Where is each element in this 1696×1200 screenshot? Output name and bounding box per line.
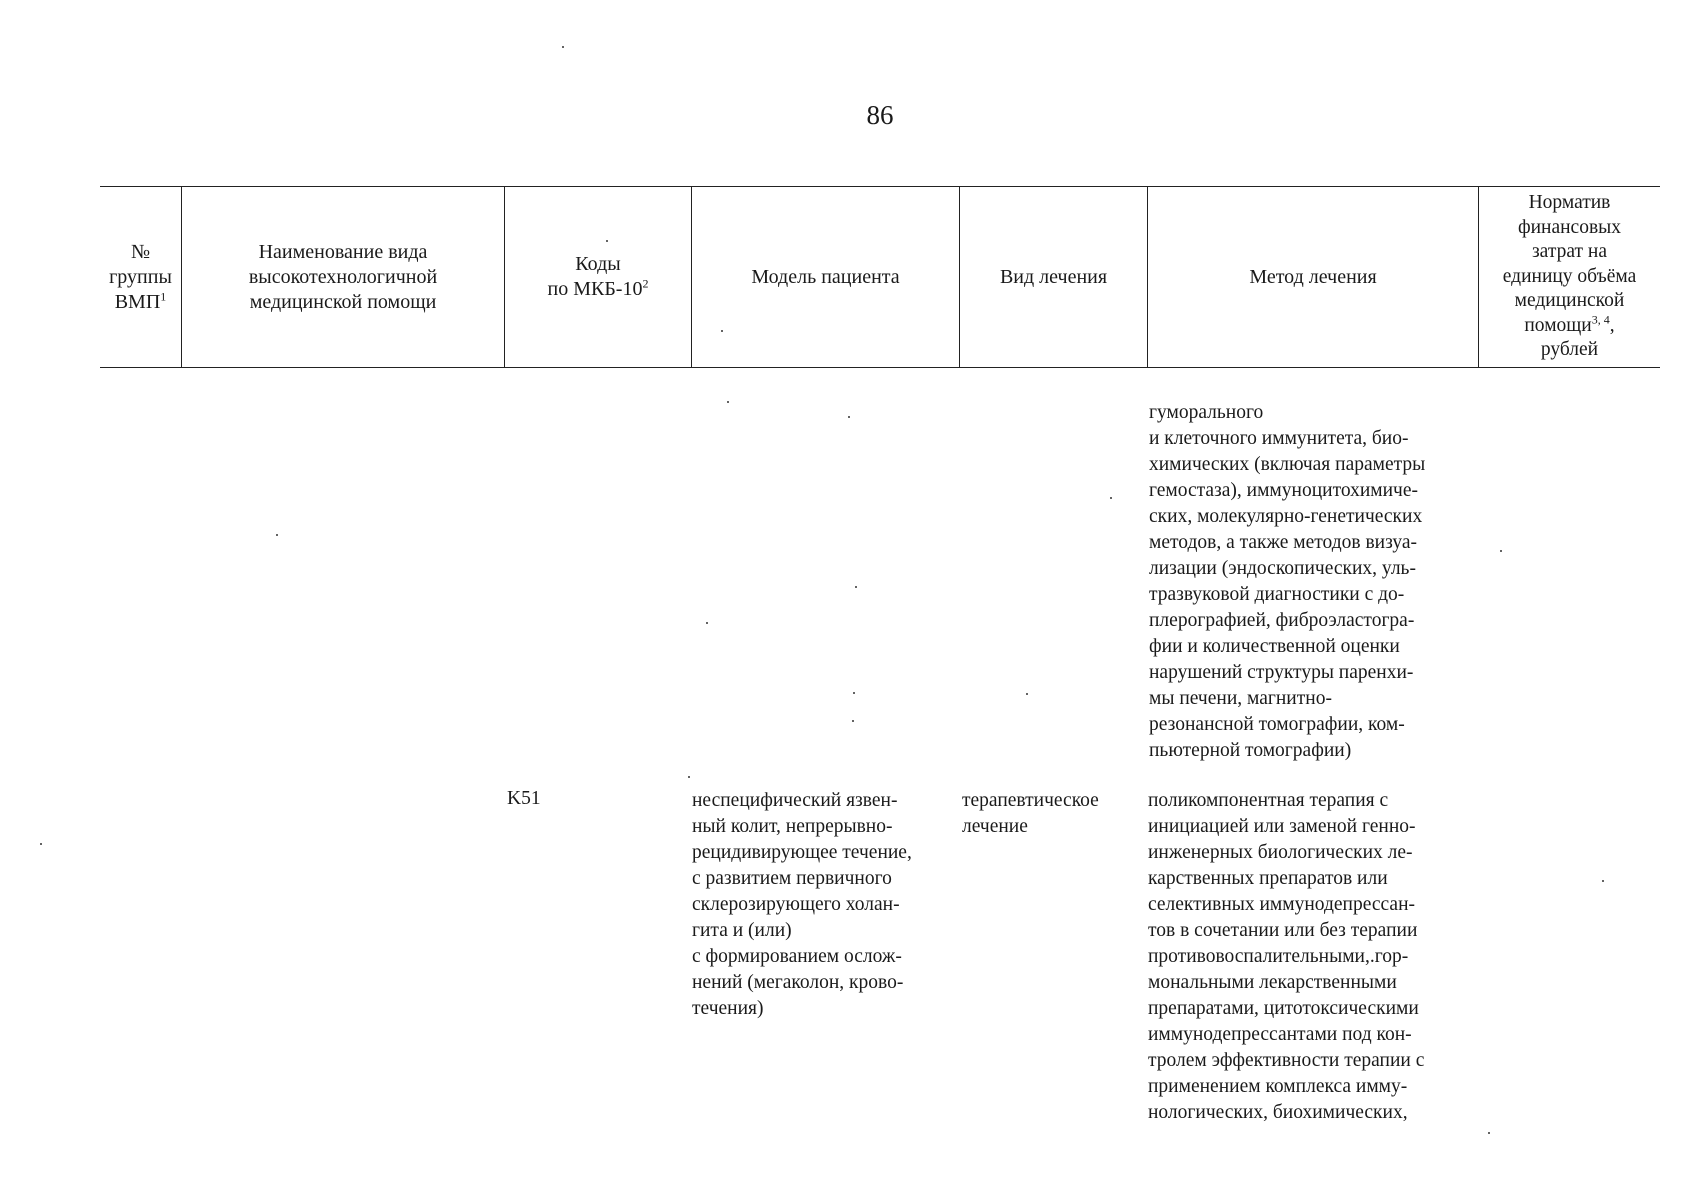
method-line: гемостаза), иммуноцитохимиче- <box>1149 480 1419 501</box>
scan-speck <box>852 720 854 722</box>
scan-speck <box>1110 497 1112 499</box>
patient-model-line: гита и (или) <box>692 920 792 941</box>
page-number: 86 <box>866 100 894 130</box>
continued-method-text <box>1149 400 1425 764</box>
method-line: пьютерной томографии) <box>1149 740 1352 761</box>
scan-speck <box>727 401 729 403</box>
patient-model-line: течения) <box>692 998 764 1019</box>
patient-model-line: рецидивирующее течение, <box>692 842 912 863</box>
scan-speck <box>853 692 855 694</box>
header-icd-codes <box>505 187 691 367</box>
icd-code-cell <box>507 786 541 812</box>
header-care-type-line: медицинской помощи <box>249 290 437 313</box>
method-line: тов в сочетании или без терапии <box>1148 920 1418 941</box>
method-line: химических (включая параметры <box>1149 454 1426 475</box>
header-cost-line: рублей <box>1540 339 1599 361</box>
patient-model-cell <box>692 788 912 1022</box>
method-line: селективных иммунодепрессан- <box>1148 894 1416 915</box>
patient-model-line: ный колит, непрерывно- <box>692 816 893 837</box>
patient-model-line: склерозирующего холан- <box>692 894 900 915</box>
header-care-type-line: Наименование вида <box>258 240 428 263</box>
method-line: иммунодепрессантами под кон- <box>1148 1024 1412 1045</box>
treatment-type-line: лечение <box>962 816 1028 837</box>
method-line: и клеточного иммунитета, био- <box>1149 428 1409 449</box>
method-line: мы печени, магнитно- <box>1149 688 1332 709</box>
header-cost-line: затрат на <box>1531 241 1607 263</box>
scan-speck <box>1026 693 1028 695</box>
method-line: гуморального <box>1149 402 1264 423</box>
scan-speck <box>688 776 690 778</box>
scan-speck <box>1602 880 1604 882</box>
method-line: тразвуковой диагностики с до- <box>1149 584 1405 605</box>
header-care-type-line: высокотехнологичной <box>248 265 438 288</box>
treatment-method-cell <box>1148 788 1424 1126</box>
method-line: мональными лекарственными <box>1148 972 1397 993</box>
scan-speck <box>721 330 723 332</box>
scan-speck <box>848 416 850 418</box>
scan-speck <box>706 622 708 624</box>
header-icd-codes-line: по МКБ-$10^2$ <box>547 276 649 300</box>
header-patient-model-text: Модель пациента <box>751 265 900 288</box>
header-icd-codes-line: Коды <box>575 253 621 275</box>
header-cost-standard <box>1479 187 1660 367</box>
method-line: препаратами, цитотоксическими <box>1148 998 1419 1019</box>
method-line: противовоспалительными,.гор- <box>1148 946 1409 967</box>
method-line: тролем эффективности терапии с <box>1148 1050 1425 1071</box>
scan-speck <box>1488 1132 1490 1134</box>
patient-model-line: нений (мегаколон, крово- <box>692 972 904 993</box>
method-line: методов, а также методов визуа- <box>1149 532 1418 553</box>
header-group-number <box>100 187 181 367</box>
scan-speck <box>855 586 857 588</box>
patient-model-line: с формированием ослож- <box>692 946 902 967</box>
header-group-number-line: ВМП$^1$ <box>114 288 167 313</box>
table-header-bottom-border <box>100 367 1660 368</box>
header-cost-line: Норматив <box>1528 192 1611 214</box>
method-line: нарушений структуры паренхи- <box>1149 662 1414 683</box>
header-treatment-method-text: Метод лечения <box>1249 265 1377 288</box>
patient-model-line: неспецифический язвен- <box>692 790 898 811</box>
scan-speck <box>1500 550 1502 552</box>
method-line: плерографией, фиброэластогра- <box>1149 610 1415 631</box>
method-line: фии и количественной оценки <box>1149 636 1400 657</box>
method-line: нологических, биохимических, <box>1148 1102 1408 1123</box>
header-treatment-method <box>1148 187 1478 367</box>
method-line: поликомпонентная терапия с <box>1148 790 1389 811</box>
method-line: карственных препаратов или <box>1148 868 1388 889</box>
icd-code: K51 <box>507 788 541 809</box>
header-treatment-type-text: Вид лечения <box>999 265 1108 288</box>
header-group-number-line: № <box>130 240 151 263</box>
header-care-type-name <box>182 187 504 367</box>
scan-speck <box>276 534 278 536</box>
header-cost-line: помощи$^{3, 4}$, <box>1524 312 1615 336</box>
header-cost-line: медицинской <box>1514 290 1625 312</box>
header-group-number-line: группы <box>109 265 172 288</box>
header-cost-line: финансовых <box>1517 216 1622 238</box>
scan-speck <box>606 240 608 242</box>
header-treatment-type <box>960 187 1147 367</box>
method-line: лизации (эндоскопических, уль- <box>1149 558 1416 579</box>
header-patient-model <box>692 187 959 367</box>
treatment-type-cell <box>962 788 1099 840</box>
scan-speck <box>40 843 42 845</box>
method-line: инженерных биологических ле- <box>1148 842 1413 863</box>
method-line: применением комплекса имму- <box>1148 1076 1408 1097</box>
method-line: ских, молекулярно-генетических <box>1149 506 1423 527</box>
scan-speck <box>562 46 564 48</box>
method-line: резонансной томографии, ком- <box>1149 714 1405 735</box>
method-line: инициацией или заменой генно- <box>1148 816 1416 837</box>
header-cost-line: единицу объёма <box>1502 265 1637 287</box>
treatment-type-line: терапевтическое <box>962 790 1099 811</box>
patient-model-line: с развитием первичного <box>692 868 892 889</box>
